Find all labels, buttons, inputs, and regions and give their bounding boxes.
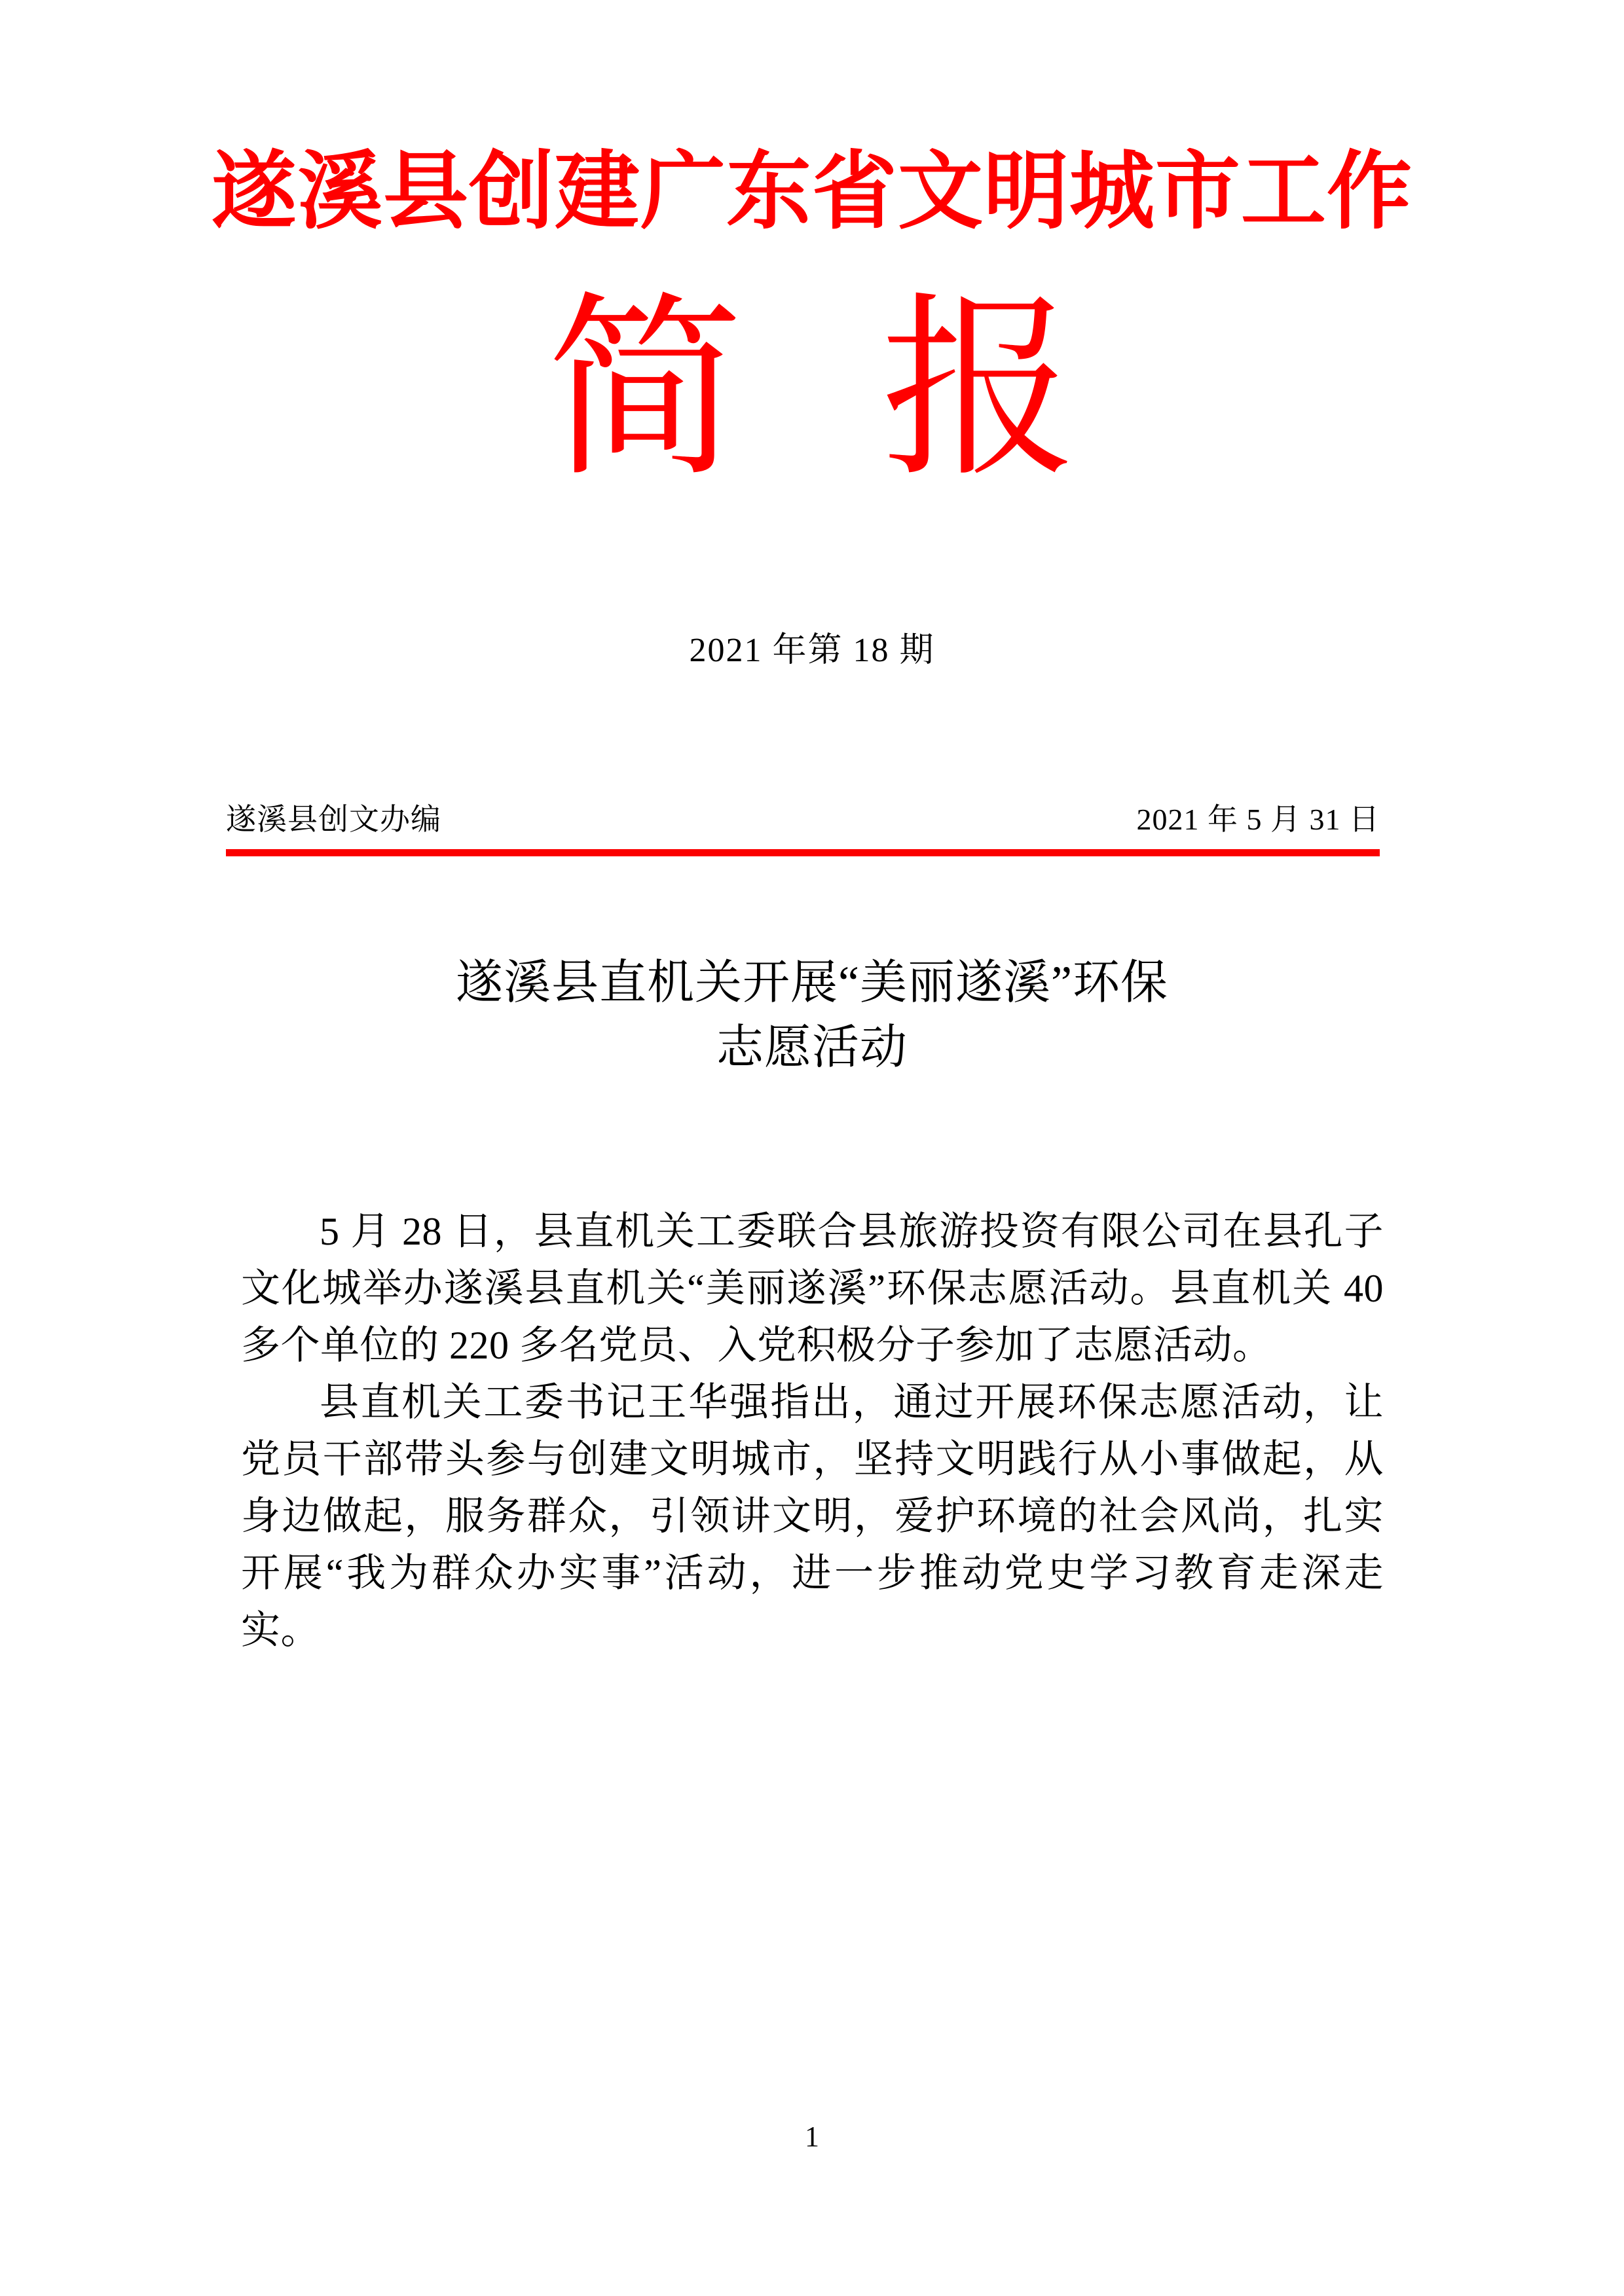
article-paragraph: 县直机关工委书记王华强指出，通过开展环保志愿活动，让党员干部带头参与创建文明城市，坚持文明践行从小事做起，从身边做起，服务群众，引领讲文明，爱护环境的社会风尚，扎实开展“我为群众办实事”活动，进一步推动党史学习教育走深走实。 xyxy=(241,1381,1384,1652)
imprint-date: 2021 年 5 月 31 日 xyxy=(1136,803,1380,836)
imprint-editor: 遂溪县创文办编 xyxy=(226,803,441,836)
masthead-wordmark xyxy=(0,282,1624,500)
article-paragraph: 5 月 28 日，县直机关工委联合县旅游投资有限公司在县孔子文化城举办遂溪县直机关“美丽遂溪”环保志愿活动。县直机关 40 多个单位的 220 多名党员、入党积极分子参加了志愿活动。 xyxy=(241,1210,1384,1367)
masthead-title: 遂溪县创建广东省文明城市工作 xyxy=(211,145,1412,240)
issue-number-line: 2021 年第 18 期 xyxy=(689,632,935,669)
article-body xyxy=(241,1203,1384,1659)
red-divider-rule xyxy=(226,849,1380,856)
imprint-row xyxy=(226,795,1380,839)
article-headline-line-2: 志愿活动 xyxy=(716,1021,908,1074)
wordmark-char-right: 报 xyxy=(881,282,1077,500)
article-headline-line-1: 遂溪县直机关开展“美丽遂溪”环保 xyxy=(456,957,1168,1009)
page-number: 1 xyxy=(805,2121,819,2153)
article-headline xyxy=(226,951,1398,1081)
wordmark-char-left: 简 xyxy=(547,282,743,500)
